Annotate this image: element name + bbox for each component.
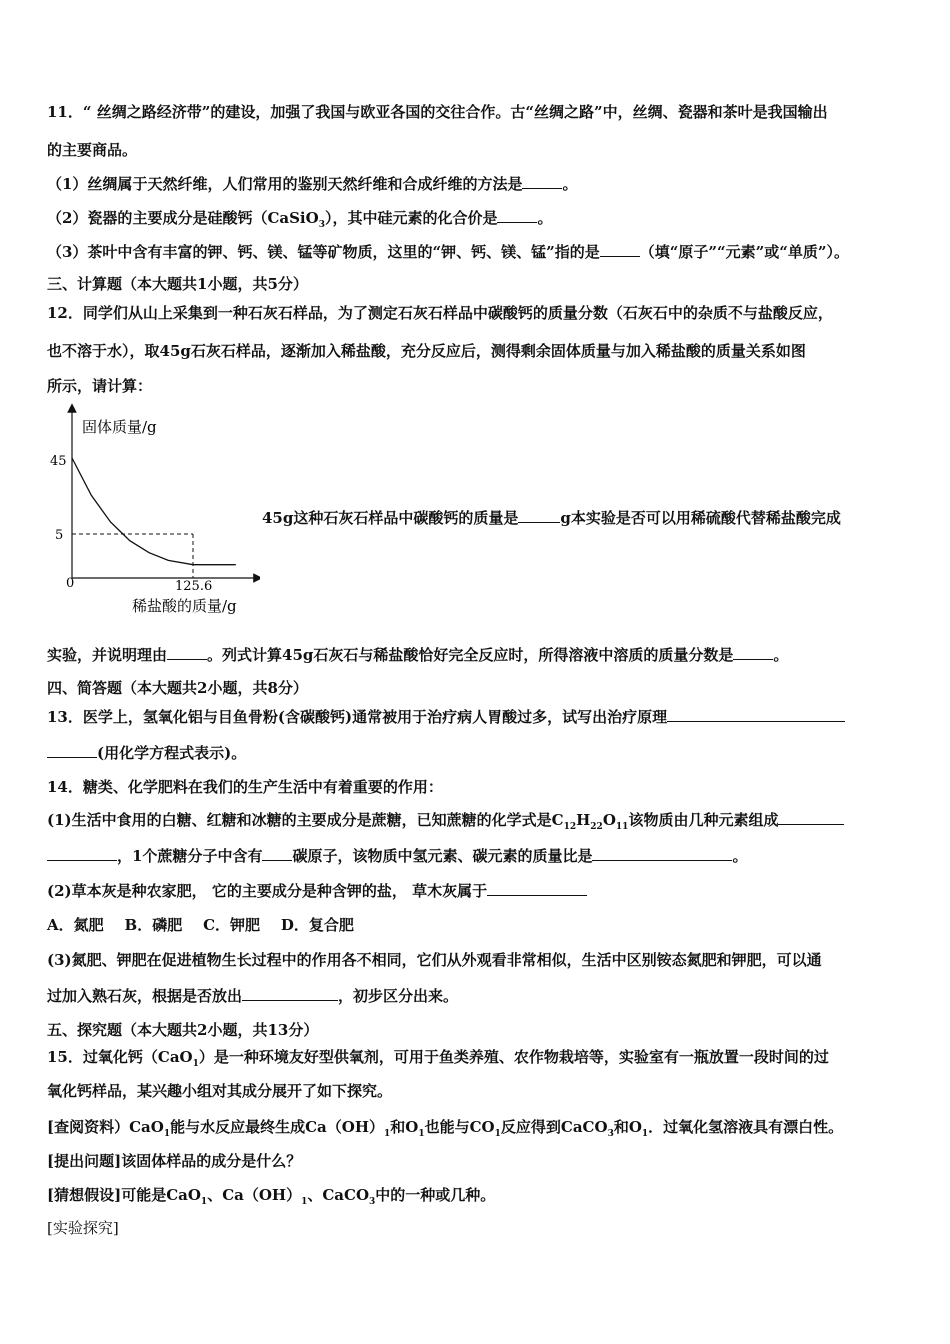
section-3-heading: 三、计算题（本大题共1小题，共5分） [47,275,308,293]
q14-part3-line1: (3)氮肥、钾肥在促进植物生长过程中的作用各不相同，它们从外观看非常相似，生活中区别铵态氮肥和钾肥，可以通 [47,951,822,969]
q15-question: [提出问题]该固体样品的成分是什么？ [47,1152,302,1170]
q12-line3: 所示，请计算： [47,377,153,395]
section-5-heading: 五、探究题（本大题共2小题，共13分） [47,1021,319,1039]
q14-part1-cont: ，1个蔗糖分子中含有 碳原子，该物质中氢元素、碳元素的质量比是 。 [47,846,747,866]
q15-experiment-heading: [实验探究] [47,1219,119,1237]
answer-blank[interactable] [778,810,844,825]
answer-blank[interactable] [592,846,732,861]
q11-part3: （3）茶叶中含有丰富的钾、钙、镁、锰等矿物质，这里的“钾、钙、镁、锰”指的是 （填“原子”“元素”或“单质”）。 [47,243,849,261]
q13-line2: (用化学方程式表示)。 [47,743,246,763]
answer-blank[interactable] [487,881,587,896]
q13-line1: 13．医学上，氢氧化铝与目鱼骨粉(含碳酸钙)通常被用于治疗病人胃酸过多，试写出治疗原理 [47,707,845,727]
q15-reference-info: [查阅资料）CaO$_1$能与水反应最终生成$Ca(OH)_1$和$O_1$也能与$CO_1$反应得到CaCO$_3$和$O_1$．过氧化氢溶液具有漂白性。 [47,1118,844,1139]
section-4-heading: 四、简答题（本大题共2小题，共8分） [47,679,308,697]
q15-line2: 氧化钙样品，某兴趣小组对其成分展开了如下探究。 [47,1082,393,1100]
origin-label: 0 [66,576,75,591]
x-axis-label: 稀盐酸的质量/g [132,597,237,615]
answer-blank[interactable] [242,986,338,1001]
q11-part1: （1）丝绸属于天然纤维，人们常用的鉴别天然纤维和合成纤维的方法是 。 [47,175,578,193]
q12-line1: 12．同学们从山上采集到一种石灰石样品，为了测定石灰石样品中碳酸钙的质量分数（石灰石中的杂质不与盐酸反应， [47,304,833,322]
answer-blank[interactable] [262,846,292,861]
y-tick-5: 5 [55,528,64,543]
q15-hypothesis: [猜想假设]可能是CaO$_1$、$Ca(OH)_1$、CaCO$_3$中的一种或几种。 [47,1186,496,1207]
q11-part2: （2）瓷器的主要成分是硅酸钙（CaSiO$_3$），其中硅元素的化合价是 。 [47,209,553,230]
y-tick-45: 45 [50,454,67,469]
q14-options: A．氮肥 B．磷肥 C．钾肥 D．复合肥 [47,916,354,934]
answer-blank[interactable] [733,645,773,660]
answer-blank[interactable] [600,242,640,257]
q15-line1: 15．过氧化钙（CaO$_1$）是一种环境友好型供氧剂，可用于鱼类养殖、农作物栽培等，实验室有一瓶放置一段时间的过 [47,1048,829,1069]
answer-blank[interactable] [47,846,117,861]
q12-line2: 也不溶于水），取45g石灰石样品，逐渐加入稀盐酸，充分反应后，测得剩余固体质量与加入稀盐酸的质量关系如图 [47,342,806,360]
answer-blank[interactable] [667,707,845,722]
answer-blank[interactable] [522,174,562,189]
q14-part2: (2)草本灰是种农家肥， 它的主要成分是种含钾的盐， 草木灰属于 [47,881,587,901]
q11-stem-line1: 11．“ 丝绸之路经济带”的建设，加强了我国与欧亚各国的交往合作。古“丝绸之路”中，丝绸、瓷器和茶叶是我国输出 [47,103,828,121]
data-line [72,458,236,565]
q11-stem-line2: 的主要商品。 [47,141,138,159]
q14-part3-line2: 过加入熟石灰，根据是否放出 ，初步区分出来。 [47,987,459,1005]
q14-part1: (1)生活中食用的白糖、红糖和冰糖的主要成分是蔗糖，已知蔗糖的化学式是$C_{12}H_{22}O_{11}$该物质由几种元素组成 [47,810,844,837]
q12-line4: 实验，并说明理由 。列式计算45g石灰石与稀盐酸恰好完全反应时，所得溶液中溶质的质量分数是 。 [47,646,789,664]
q14-intro: 14．糖类、化学肥料在我们的生产生活中有着重要的作用： [47,778,443,796]
answer-blank[interactable] [518,508,560,523]
answer-blank[interactable] [167,645,207,660]
x-tick-125: 125.6 [175,579,213,594]
answer-blank[interactable] [497,208,537,223]
answer-blank[interactable] [47,743,97,758]
q12-side-text: 45g这种石灰石样品中碳酸钙的质量是 g本实验是否可以用稀硫酸代替稀盐酸完成 [262,509,841,527]
y-axis-label: 固体质量/g [82,418,157,436]
mass-chart [40,400,260,622]
